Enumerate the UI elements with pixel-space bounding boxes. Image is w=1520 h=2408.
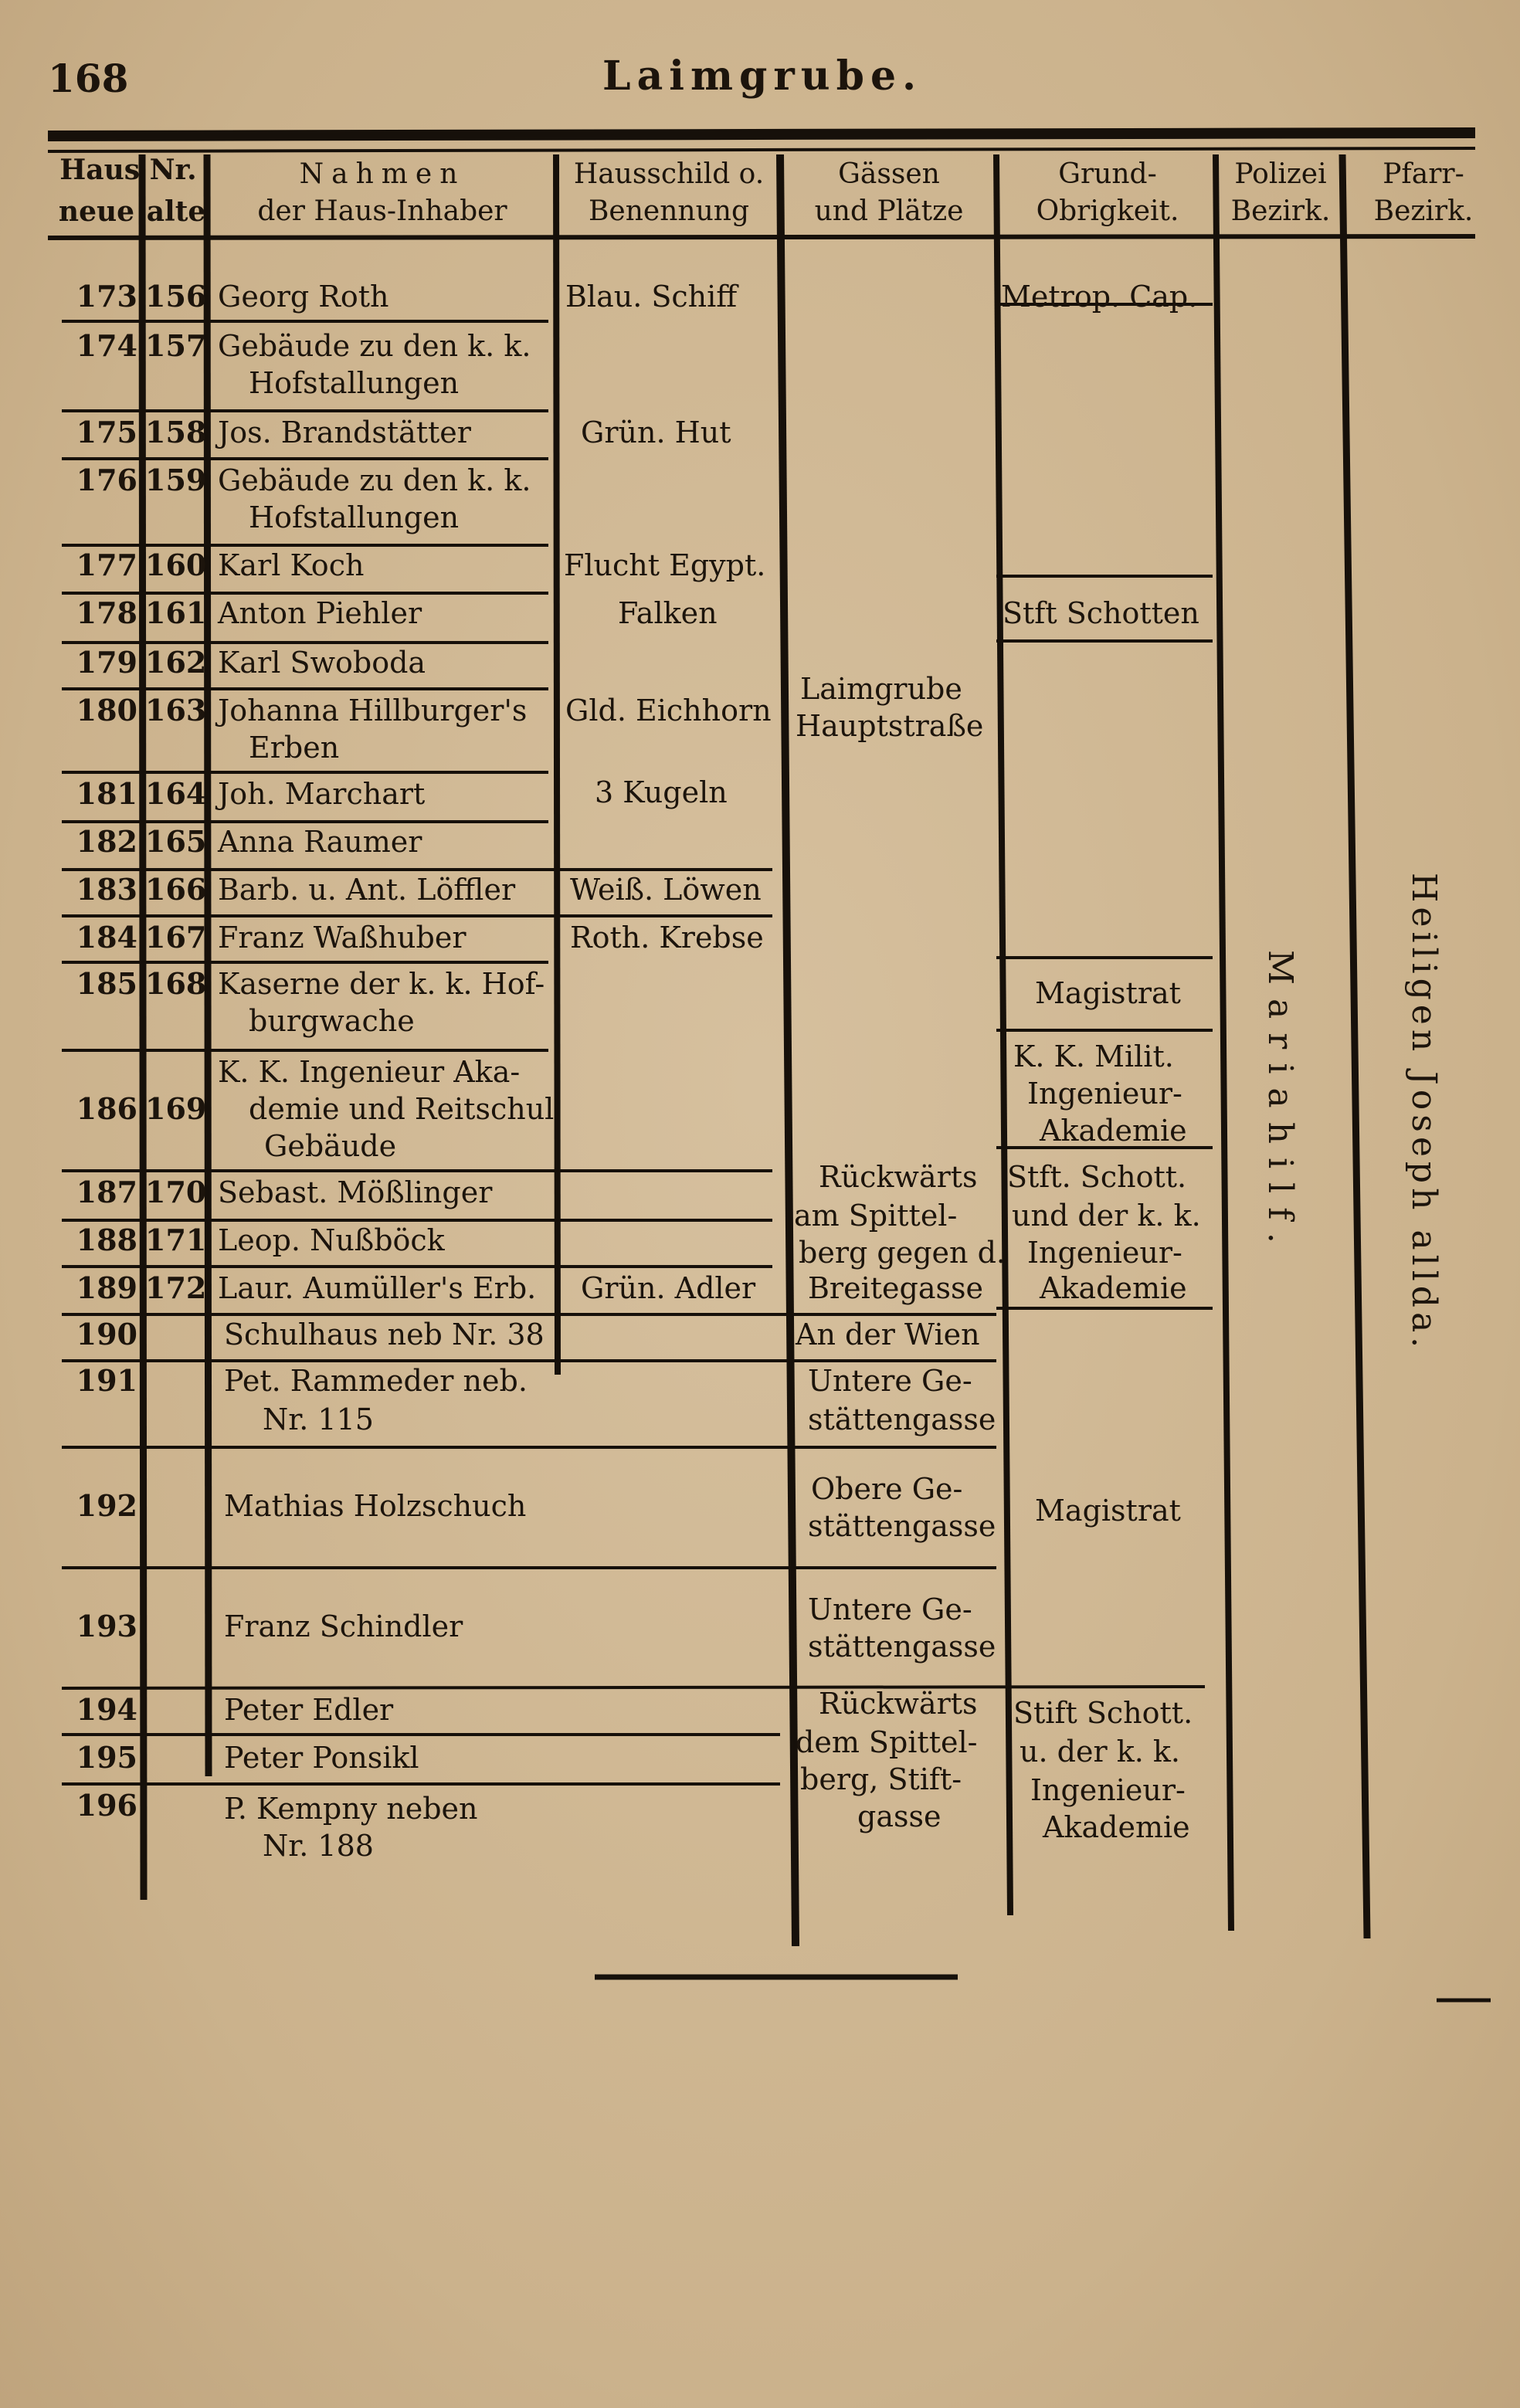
row-176-name-cont: Hofstallungen: [249, 500, 460, 534]
row-173-name: Georg Roth: [218, 280, 389, 314]
row-178-neue: 178: [76, 595, 137, 630]
row-192-neue: 192: [76, 1488, 137, 1523]
street-laimgrube: Laimgrube: [800, 672, 962, 706]
street-gasse: gasse: [857, 1799, 942, 1833]
col-divider-6: [1216, 154, 1231, 1931]
police-district-mariahilf: Mariahilf.: [1260, 950, 1300, 1257]
page-title: Laimgrube.: [602, 53, 923, 100]
row-196-name: P. Kempny neben: [224, 1792, 478, 1826]
header-grund: Grund-: [1058, 158, 1157, 190]
street-untere-2a: Untere Ge-: [808, 1592, 972, 1626]
row-176-name: Gebäude zu den k. k.: [218, 463, 531, 497]
row-184-name: Franz Waßhuber: [218, 921, 467, 955]
row-191-name-cont: Nr. 115: [263, 1402, 374, 1436]
row-183-name: Barb. u. Ant. Löffler: [218, 873, 516, 907]
row-183-alte: 166: [145, 872, 207, 907]
row-177-name: Karl Koch: [218, 548, 365, 582]
authority-stift-a: Stift Schott.: [1013, 1696, 1193, 1730]
street-rueckwaerts-2: Rückwärts: [819, 1687, 978, 1721]
sign-178: Falken: [618, 596, 718, 630]
header-hausnr: Haus Nr.: [59, 154, 197, 186]
row-177-neue: 177: [76, 548, 137, 582]
col-divider-2: [207, 154, 209, 1776]
row-175-alte: 158: [145, 415, 207, 449]
row-173-alte: 156: [145, 279, 207, 314]
street-berg-gegen: berg gegen d.: [799, 1236, 1006, 1270]
authority-schott-d: Akademie: [1040, 1271, 1187, 1305]
row-179-name: Karl Swoboda: [218, 646, 426, 680]
authority-stift-b: u. der k. k.: [1020, 1735, 1180, 1769]
row-183-neue: 183: [76, 872, 137, 907]
row-188-neue: 188: [76, 1223, 137, 1257]
header-polizei-bezirk: Bezirk.: [1230, 195, 1331, 227]
authority-milit-a: K. K. Milit.: [1013, 1040, 1174, 1073]
header-gassen: Gässen: [838, 158, 940, 190]
row-185-name: Kaserne der k. k. Hof-: [218, 967, 545, 1001]
row-180-name-cont: Erben: [249, 731, 340, 765]
row-182-alte: 165: [145, 824, 207, 859]
parish-heiligen-joseph: Heiligen Joseph allda.: [1404, 873, 1444, 1353]
row-174-alte: 157: [145, 328, 207, 363]
header-pfarr-bezirk: Bezirk.: [1373, 195, 1474, 227]
authority-milit-b: Ingenieur-: [1027, 1077, 1182, 1111]
street-rueckwaerts-1: Rückwärts: [819, 1160, 978, 1194]
row-181-neue: 181: [76, 776, 137, 811]
col-divider-5: [996, 154, 1010, 1915]
row-191-name: Pet. Rammeder neb.: [224, 1364, 528, 1398]
authority-stft-schotten: Stft Schotten: [1003, 596, 1199, 630]
row-181-alte: 164: [145, 776, 207, 811]
sign-175: Grün. Hut: [581, 415, 731, 449]
row-181-name: Joh. Marchart: [218, 777, 426, 811]
row-188-name: Leop. Nußböck: [218, 1223, 445, 1257]
authority-schott-b: und der k. k.: [1012, 1199, 1201, 1233]
row-184-alte: 167: [145, 920, 207, 955]
header-obrigkeit: Obrigkeit.: [1036, 195, 1179, 227]
authority-magistrat-2: Magistrat: [1035, 1494, 1181, 1528]
row-185-alte: 168: [145, 966, 207, 1001]
street-obere-a: Obere Ge-: [811, 1472, 963, 1506]
street-obere-b: stättengasse: [808, 1509, 996, 1543]
header-benennung: Benennung: [588, 195, 750, 227]
row-175-name: Jos. Brandstätter: [218, 415, 471, 449]
street-spittel-2: dem Spittel-: [796, 1725, 978, 1759]
row-186-name-cont: demie und Reitschul: [249, 1092, 555, 1126]
row-186-alte: 169: [145, 1091, 207, 1126]
row-187-alte: 170: [145, 1175, 207, 1209]
row-175-neue: 175: [76, 415, 137, 449]
header-nahmen: Nahmen: [299, 158, 466, 190]
row-182-neue: 182: [76, 824, 137, 859]
row-179-neue: 179: [76, 645, 137, 680]
street-hauptstrasse: Hauptstraße: [796, 709, 984, 743]
row-194-name: Peter Edler: [224, 1693, 394, 1727]
row-189-name: Laur. Aumüller's Erb.: [218, 1271, 537, 1305]
authority-stift-c: Ingenieur-: [1030, 1773, 1186, 1807]
row-180-neue: 180: [76, 693, 137, 727]
row-189-alte: 172: [145, 1270, 207, 1305]
header-neue: neue: [58, 195, 135, 228]
authority-metrop-cap: Metrop. Cap.: [1001, 280, 1198, 314]
header-plaetze: und Plätze: [814, 195, 964, 227]
sign-189: Grün. Adler: [581, 1271, 756, 1305]
row-176-neue: 176: [76, 463, 137, 497]
street-untere-1a: Untere Ge-: [808, 1364, 972, 1398]
row-179-alte: 162: [145, 645, 207, 680]
authority-stift-d: Akademie: [1043, 1810, 1190, 1844]
top-double-rule: [48, 133, 1475, 136]
header-hausschild: Hausschild o.: [573, 158, 765, 190]
row-174-name: Gebäude zu den k. k.: [218, 329, 531, 363]
row-185-neue: 185: [76, 966, 137, 1001]
row-186-neue: 186: [76, 1091, 137, 1126]
sign-181: 3 Kugeln: [595, 775, 728, 809]
row-187-neue: 187: [76, 1175, 137, 1209]
row-186-name-cont2: Gebäude: [264, 1129, 397, 1163]
row-193-neue: 193: [76, 1609, 137, 1643]
row-180-name: Johanna Hillburger's: [218, 694, 528, 727]
row-187-name: Sebast. Mößlinger: [218, 1175, 493, 1209]
row-185-name-cont: burgwache: [249, 1004, 415, 1038]
row-193-name: Franz Schindler: [224, 1609, 463, 1643]
sign-173: Blau. Schiff: [565, 280, 738, 314]
top-thin-rule: [48, 148, 1475, 151]
row-190-neue: 190: [76, 1317, 137, 1352]
row-174-name-cont: Hofstallungen: [249, 366, 460, 400]
col-divider-4: [780, 154, 796, 1946]
col-divider-3: [556, 154, 558, 1375]
street-untere-1b: stättengasse: [808, 1402, 996, 1436]
street-untere-2b: stättengasse: [808, 1630, 996, 1664]
row-188-alte: 171: [145, 1223, 207, 1257]
row-195-neue: 195: [76, 1740, 137, 1775]
row-177-alte: 160: [145, 548, 207, 582]
row-196-neue: 196: [76, 1788, 137, 1823]
row-190-name: Schulhaus neb Nr. 38: [224, 1318, 545, 1352]
col-divider-1: [142, 154, 144, 1900]
authority-milit-c: Akademie: [1040, 1114, 1187, 1148]
header-haus-inhaber: der Haus-Inhaber: [257, 195, 507, 227]
sign-184: Roth. Krebse: [570, 921, 764, 955]
sign-177: Flucht Egypt.: [564, 548, 766, 582]
header-polizei: Polizei: [1234, 158, 1327, 190]
row-178-alte: 161: [145, 595, 207, 630]
row-196-name-cont: Nr. 188: [263, 1829, 374, 1863]
row-182-name: Anna Raumer: [218, 825, 422, 859]
row-191-neue: 191: [76, 1363, 137, 1398]
row-173-neue: 173: [76, 279, 137, 314]
street-berg-stift: berg, Stift-: [800, 1762, 962, 1796]
authority-magistrat-1: Magistrat: [1035, 976, 1181, 1010]
row-189-neue: 189: [76, 1270, 137, 1305]
street-breitegasse: Breitegasse: [808, 1271, 983, 1305]
authority-schott-c: Ingenieur-: [1027, 1236, 1182, 1270]
header-alte: alte: [146, 195, 206, 228]
row-176-alte: 159: [145, 463, 207, 497]
row-178-name: Anton Piehler: [218, 596, 422, 630]
street-an-der-wien: An der Wien: [796, 1318, 980, 1352]
header-pfarr: Pfarr-: [1383, 158, 1464, 190]
row-184-neue: 184: [76, 920, 137, 955]
row-174-neue: 174: [76, 328, 137, 363]
header-bottom-rule: [48, 236, 1475, 238]
row-192-name: Mathias Holzschuch: [224, 1489, 527, 1523]
row-195-name: Peter Ponsikl: [224, 1741, 419, 1775]
sign-183: Weiß. Löwen: [570, 873, 762, 907]
sign-180: Gld. Eichhorn: [565, 694, 772, 727]
col-divider-7: [1342, 154, 1367, 1938]
authority-schott-a: Stft. Schott.: [1007, 1160, 1187, 1194]
page-number: 168: [48, 56, 129, 101]
row-180-alte: 163: [145, 693, 207, 727]
row-194-neue: 194: [76, 1692, 137, 1727]
row-186-name: K. K. Ingenieur Aka-: [218, 1055, 521, 1089]
street-spittel-1: am Spittel-: [794, 1199, 958, 1233]
